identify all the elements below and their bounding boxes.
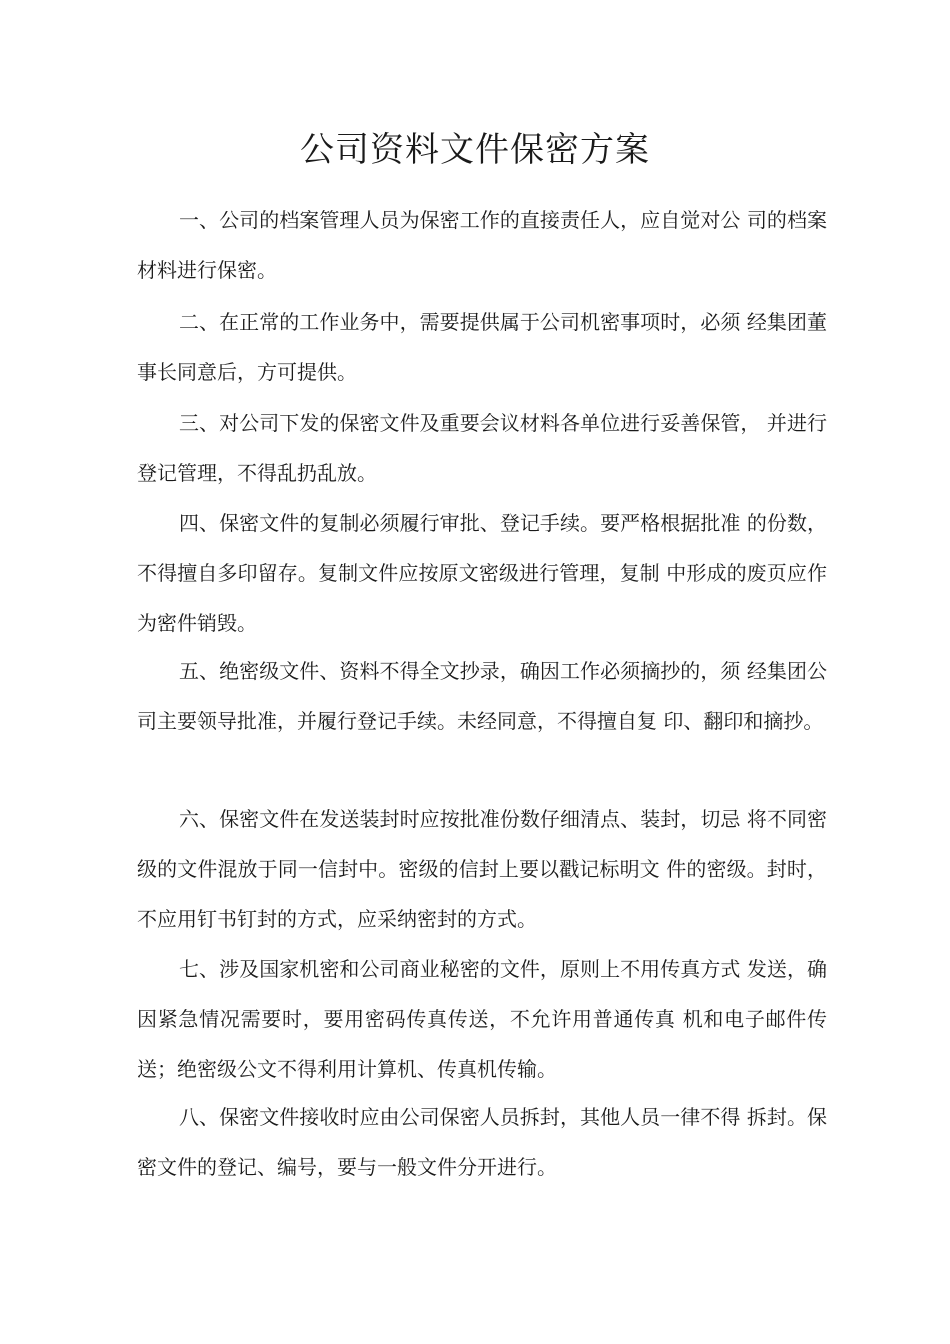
paragraph-2: 二、在正常的工作业务中，需要提供属于公司机密事项时，必须 经集团董事长同意后，方可提供。: [137, 310, 827, 384]
document-title: 公司资料文件保密方案: [300, 130, 650, 170]
paragraph-8: 八、保密文件接收时应由公司保密人员拆封，其他人员一律不得 拆封。保密文件的登记、编号，要与一般文件分开进行。: [137, 1105, 827, 1179]
paragraph-4: 四、保密文件的复制必须履行审批、登记手续。要严格根据批准 的份数，不得擅自多印留存。复制文件应按原文密级进行管理，复制 中形成的废页应作为密件销毁。: [137, 511, 827, 635]
paragraph-3: 三、对公司下发的保密文件及重要会议材料各单位进行妥善保管， 并进行登记管理，不得乱扔乱放。: [137, 411, 827, 485]
paragraph-1: 一、公司的档案管理人员为保密工作的直接责任人，应自觉对公 司的档案材料进行保密。: [137, 208, 827, 282]
paragraph-6: 六、保密文件在发送装封时应按批准份数仔细清点、装封，切忌 将不同密级的文件混放于同一信封中。密级的信封上要以戳记标明文 件的密级。封时，不应用钉书钉封的方式，应采纳密封的方式。: [137, 807, 827, 931]
paragraph-5: 五、绝密级文件、资料不得全文抄录，确因工作必须摘抄的，须 经集团公司主要领导批准，并履行登记手续。未经同意，不得擅自复 印、翻印和摘抄。: [137, 659, 827, 733]
paragraph-7: 七、涉及国家机密和公司商业秘密的文件，原则上不用传真方式 发送，确因紧急情况需要时，要用密码传真传送，不允许用普通传真 机和电子邮件传送；绝密级公文不得利用计算机、传真机传输。: [137, 957, 827, 1081]
